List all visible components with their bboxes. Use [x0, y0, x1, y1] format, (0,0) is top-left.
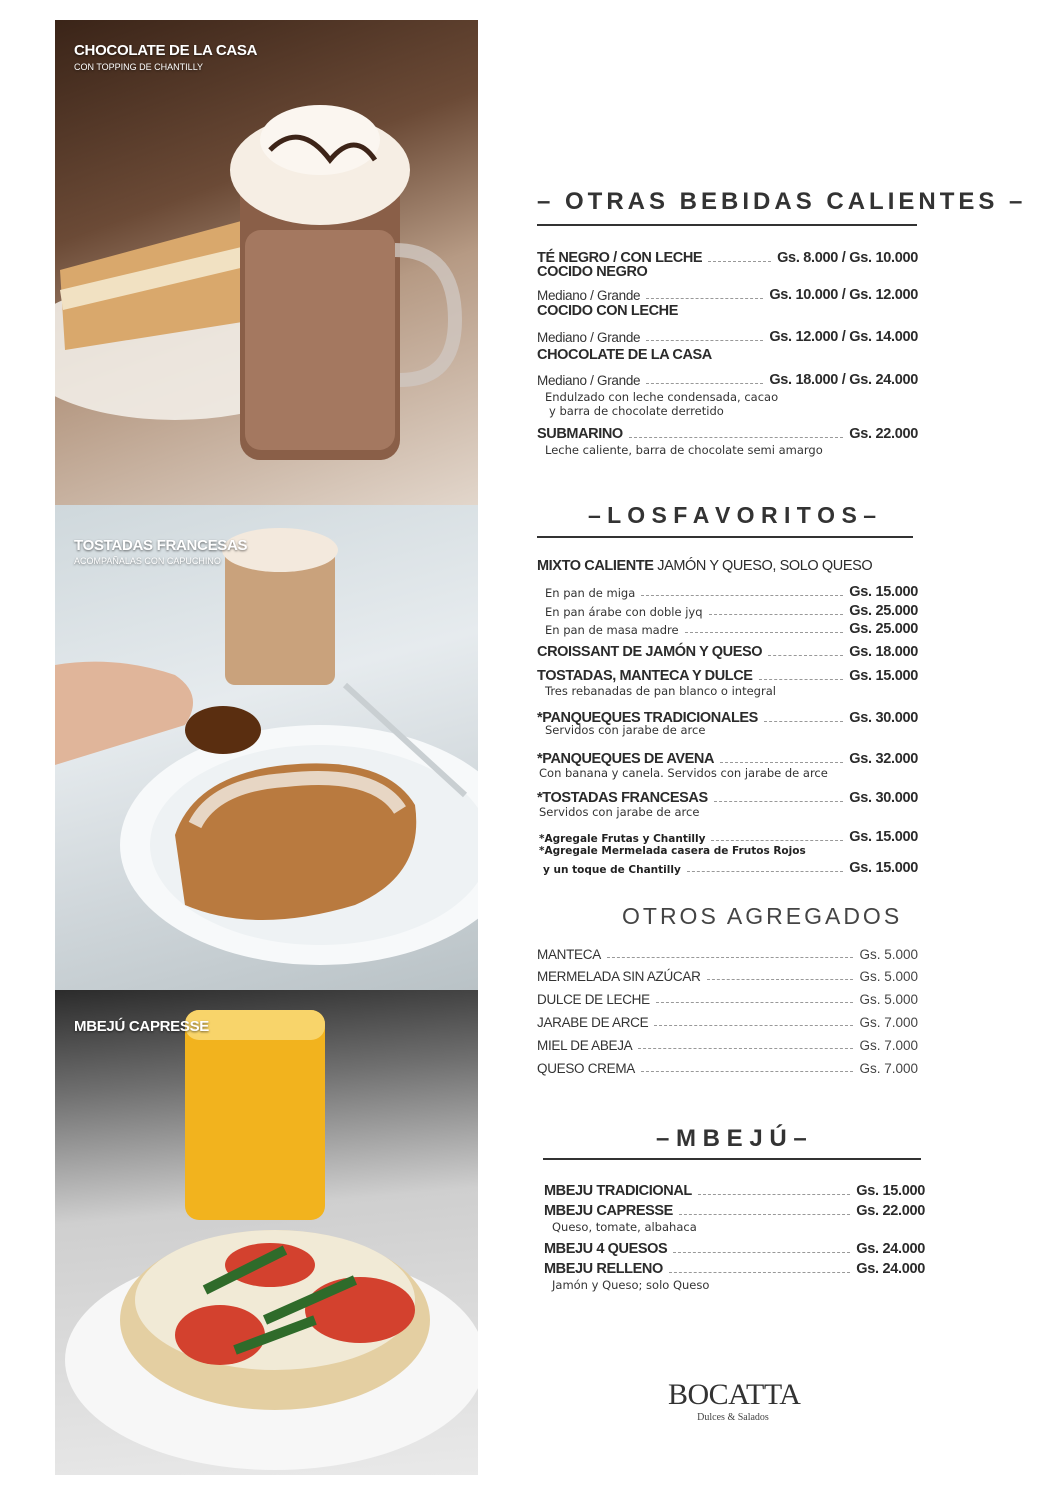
item-description: Jamón y Queso; solo Queso — [552, 1278, 710, 1292]
section-title-agregados: OTROS AGREGADOS — [622, 903, 903, 929]
mixto-options: JAMÓN Y QUESO, SOLO QUESO — [653, 558, 873, 574]
dot-leader — [656, 1002, 854, 1003]
menu-item-agregale-mermelada — [543, 856, 918, 876]
section-divider — [537, 536, 913, 538]
agregado-row — [537, 1033, 918, 1053]
item-description: Servidos con jarabe de arce — [545, 723, 706, 737]
item-description: Servidos con jarabe de arce — [539, 805, 700, 819]
item-description: Leche caliente, barra de chocolate semi amargo — [545, 443, 823, 457]
item-description: Con banana y canela. Servidos con jarabe de arce — [539, 766, 828, 780]
item-name: MERMELADA SIN AZÚCAR — [537, 969, 701, 984]
item-name: *PANQUEQUES DE AVENA — [537, 751, 715, 767]
agregado-row — [537, 964, 918, 984]
menu-item-tostadas-francesas — [537, 786, 918, 806]
dot-leader — [708, 261, 771, 262]
dot-leader — [711, 840, 843, 841]
menu-item-submarino — [537, 422, 918, 442]
dot-leader — [669, 1272, 850, 1273]
item-price: Gs. 7.000 — [859, 1061, 918, 1076]
dot-leader — [654, 1025, 853, 1026]
menu-item-cocido-leche — [537, 325, 918, 345]
dot-leader — [673, 1252, 850, 1253]
dot-leader — [638, 1048, 853, 1049]
item-label: *Agregale Frutas y Chantilly — [539, 833, 706, 845]
photo-title: TOSTADAS FRANCESAS — [74, 537, 248, 554]
item-name: MIEL DE ABEJA — [537, 1038, 633, 1053]
item-price: Gs. 5.000 — [859, 969, 918, 984]
item-price: Gs. 7.000 — [859, 1015, 918, 1030]
item-name: TOSTADAS, MANTECA Y DULCE — [537, 668, 753, 684]
mbeju-illustration — [55, 990, 478, 1475]
dot-leader — [646, 383, 763, 384]
item-price: Gs. 10.000 / Gs. 12.000 — [769, 287, 918, 303]
menu-item-pan-miga — [545, 580, 918, 600]
menu-item-mbeju-relleno — [544, 1257, 925, 1277]
item-price: Gs. 18.000 — [849, 644, 918, 660]
agregado-row — [537, 1056, 918, 1076]
menu-item-pan-arabe — [545, 599, 918, 619]
item-name-cocido-leche: COCIDO CON LECHE — [537, 303, 679, 319]
item-price: Gs. 32.000 — [849, 751, 918, 767]
chocolate-illustration — [55, 20, 478, 505]
photo-subtitle: CON TOPPING DE CHANTILLY — [74, 62, 204, 72]
dot-leader — [759, 679, 844, 680]
item-price: Gs. 25.000 — [849, 603, 918, 619]
item-name-mixto — [537, 558, 872, 574]
dot-leader — [679, 1214, 850, 1215]
dot-leader — [641, 595, 843, 596]
item-price: Gs. 18.000 / Gs. 24.000 — [769, 372, 918, 388]
item-price: Gs. 30.000 — [849, 710, 918, 726]
item-description: Tres rebanadas de pan blanco o integral — [545, 684, 776, 698]
item-price: Gs. 30.000 — [849, 790, 918, 806]
agregado-row — [537, 987, 918, 1007]
item-label: En pan de miga — [545, 586, 636, 600]
dot-leader — [646, 340, 763, 341]
item-name: CROISSANT DE JAMÓN Y QUESO — [537, 644, 763, 660]
item-price: Gs. 15.000 — [849, 860, 918, 876]
item-name: SUBMARINO — [537, 426, 623, 442]
menu-item-mbeju-capresse — [544, 1199, 925, 1219]
item-name-chocolate: CHOCOLATE DE LA CASA — [537, 347, 712, 363]
item-price: Gs. 5.000 — [859, 947, 918, 962]
item-size: Mediano / Grande — [537, 330, 641, 345]
dot-leader — [768, 655, 843, 656]
dot-leader — [714, 801, 844, 802]
item-description: Endulzado con leche condensada, cacao — [545, 390, 779, 404]
mixto-name: MIXTO CALIENTE — [537, 558, 654, 574]
photo-title: MBEJÚ CAPRESSE — [74, 1018, 209, 1035]
mbeju-photo — [55, 990, 478, 1475]
menu-item-croissant — [537, 640, 918, 660]
item-label: *Agregale Mermelada casera de Frutos Rojos — [539, 845, 806, 857]
menu-item-tostadas — [537, 664, 918, 684]
menu-item-pan-masa-madre — [545, 617, 918, 637]
section-divider — [537, 224, 917, 226]
item-name: MBEJU RELLENO — [544, 1261, 663, 1277]
item-size: Mediano / Grande — [537, 373, 641, 388]
item-name: JARABE DE ARCE — [537, 1015, 649, 1030]
item-price: Gs. 24.000 — [856, 1241, 925, 1257]
item-price: Gs. 22.000 — [849, 426, 918, 442]
dot-leader — [764, 721, 843, 722]
dot-leader — [646, 298, 763, 299]
item-label: En pan de masa madre — [545, 623, 679, 637]
tostadas-illustration — [55, 505, 478, 990]
section-title-bebidas-calientes: – OTRAS BEBIDAS CALIENTES – — [537, 188, 1027, 215]
menu-item-cocido-negro — [537, 283, 918, 303]
section-title-mbeju: – M B E J Ú – — [656, 1125, 807, 1152]
menu-item-agregale-frutas — [539, 825, 918, 845]
dot-leader — [685, 632, 844, 633]
dot-leader — [698, 1194, 850, 1195]
item-name: DULCE DE LECHE — [537, 992, 650, 1007]
brand-logo — [668, 1378, 801, 1423]
item-price: Gs. 7.000 — [859, 1038, 918, 1053]
brand-tagline: Dulces & Salados — [697, 1412, 769, 1423]
brand-name: BOCATTA — [668, 1378, 801, 1411]
item-price: Gs. 15.000 — [849, 829, 918, 845]
menu-item-te — [537, 246, 918, 266]
item-price: Gs. 5.000 — [859, 992, 918, 1007]
item-name: *PANQUEQUES TRADICIONALES — [537, 710, 758, 726]
item-price: Gs. 15.000 — [856, 1183, 925, 1199]
item-price: Gs. 24.000 — [856, 1261, 925, 1277]
dot-leader — [687, 871, 843, 872]
item-name-cocido-negro: COCIDO NEGRO — [537, 264, 648, 280]
photo-subtitle: ACOMPAÑALAS CON CAPUCHINO — [74, 556, 221, 566]
item-price: Gs. 15.000 — [849, 668, 918, 684]
tostadas-photo — [55, 505, 478, 990]
chocolate-photo — [55, 20, 478, 505]
item-size: Mediano / Grande — [537, 288, 641, 303]
dot-leader — [720, 762, 843, 763]
item-name: *TOSTADAS FRANCESAS — [537, 790, 708, 806]
agregado-row — [537, 942, 918, 962]
item-name: TÉ NEGRO / CON LECHE — [537, 250, 703, 266]
menu-item-mbeju-tradicional — [544, 1179, 925, 1199]
item-price: Gs. 15.000 — [849, 584, 918, 600]
item-price: Gs. 25.000 — [849, 621, 918, 637]
dot-leader — [629, 437, 843, 438]
menu-item-chocolate — [537, 368, 918, 388]
dot-leader — [607, 957, 854, 958]
item-price: Gs. 12.000 / Gs. 14.000 — [769, 329, 918, 345]
photo-title: CHOCOLATE DE LA CASA — [74, 42, 258, 59]
item-price: Gs. 8.000 / Gs. 10.000 — [777, 250, 918, 266]
item-description: Queso, tomate, albahaca — [552, 1220, 697, 1234]
agregado-row — [537, 1010, 918, 1030]
item-label: En pan árabe con doble jyq — [545, 605, 703, 619]
dot-leader — [707, 979, 854, 980]
item-label: y un toque de Chantilly — [543, 864, 681, 876]
dot-leader — [709, 614, 844, 615]
item-name: MBEJU TRADICIONAL — [544, 1183, 692, 1199]
menu-item-panqueques-avena — [537, 747, 918, 767]
item-name: QUESO CREMA — [537, 1061, 635, 1076]
section-title-favoritos: – L O S F A V O R I T O S – — [588, 502, 876, 528]
item-price: Gs. 22.000 — [856, 1203, 925, 1219]
item-name: MBEJU CAPRESSE — [544, 1203, 673, 1219]
dot-leader — [641, 1071, 853, 1072]
section-divider — [543, 1158, 921, 1160]
menu-item-mbeju-4-quesos — [544, 1237, 925, 1257]
item-name: MANTECA — [537, 947, 601, 962]
item-description: y barra de chocolate derretido — [549, 404, 724, 418]
photo-column — [55, 20, 478, 1475]
item-name: MBEJU 4 QUESOS — [544, 1241, 668, 1257]
